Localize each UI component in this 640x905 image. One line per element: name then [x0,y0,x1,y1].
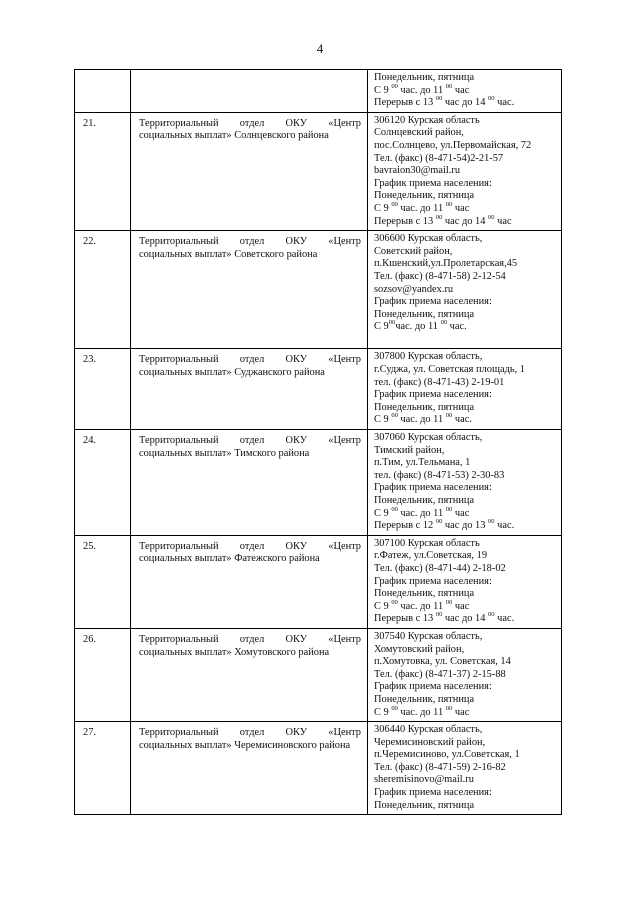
organization-cell: Территориальный отдел ОКУ «Центр социальных выплат» Суджанского района [131,349,368,430]
address-line: С 9 $^{00}$ час. до 11 $^{00}$ час [374,82,470,96]
address-line: п.Кшенский,ул.Пролетарская,45 [374,258,518,270]
address-line: Перерыв с 13 $^{00}$ час до 14 $^{00}$ час. [374,611,515,625]
address-line: Понедельник, пятница [374,308,475,320]
address-line: Перерыв с 13 $^{00}$ час до 14 $^{00}$ час [374,213,512,227]
address-line: 307800 Курская область, [374,351,483,363]
address-line: С $9^{00}час$. до 11 $^{00}$ час. [374,319,467,333]
address-cell [368,628,562,721]
row-number-cell: 23. [75,349,131,430]
row-number-cell: 27. [75,722,131,815]
address-line: Понедельник, пятница [374,72,475,83]
address-line: Тел. (факс) (8-471-59) 2-16-82 [374,761,506,773]
address-line [374,334,559,347]
address-line: 306440 Курская область, [374,724,483,736]
address-line: Понедельник, пятница [374,799,475,811]
address-line: Тел. (факс) (8-471-54)2-21-57 [374,152,504,164]
address-line: График приема населения: [374,482,492,494]
address-line: Перерыв с 12 $^{00}$ час до 13 $^{00}$ час. [374,518,515,532]
address-line: Тел. (факс) (8-471-58) 2-12-54 [374,270,506,282]
table-row [75,535,562,628]
row-number-cell: 22. [75,231,131,349]
address-line: С 9 $^{00}$ час. до 11 $^{00}$ час [374,505,470,519]
address-line: 306120 Курская область [374,114,480,126]
organization-cell: Территориальный отдел ОКУ «Центр социальных выплат» Советского района [131,231,368,349]
address-cell [368,430,562,536]
address-line: пос.Солнцево, ул.Первомайская, 72 [374,139,532,151]
address-line: 307100 Курская область [374,537,480,549]
address-line: тел. (факс) (8-471-43) 2-19-01 [374,376,505,388]
organization-cell: Территориальный отдел ОКУ «Центр социальных выплат» Тимского района [131,430,368,536]
address-line: График приема населения: [374,681,492,693]
address-line: 306600 Курская область, [374,233,483,245]
address-line: sheremisinovo@mail.ru [374,774,474,786]
table-row [75,349,562,430]
address-line: Понедельник, пятница [374,190,475,202]
row-number-cell: 25. [75,535,131,628]
table-row [75,231,562,349]
address-line: График приема населения: [374,177,492,189]
organization-cell: Территориальный отдел ОКУ «Центр социальных выплат» Хомутовского района [131,628,368,721]
address-line: Хомутовский район, [374,643,465,655]
address-line: Перерыв с 13 $^{00}$ час до 14 $^{00}$ час. [374,95,515,109]
table-row [75,628,562,721]
address-line: График приема населения: [374,575,492,587]
organization-cell [131,70,368,113]
table-row [75,112,562,230]
address-line: С 9 $^{00}$ час. до 11 $^{00}$ час [374,704,470,718]
address-line: Тел. (факс) (8-471-37) 2-15-88 [374,668,506,680]
row-number-cell: 26. [75,628,131,721]
table-row [75,722,562,815]
address-cell [368,722,562,815]
offices-table-body [75,70,562,815]
address-line: 307060 Курская область, [374,432,483,444]
address-cell [368,535,562,628]
address-line: п.Тим, ул.Тельмана, 1 [374,457,471,469]
address-line: тел. (факс) (8-471-53) 2-30-83 [374,469,505,481]
address-cell [368,231,562,349]
organization-cell: Территориальный отдел ОКУ «Центр социальных выплат» Фатежского района [131,535,368,628]
address-cell [368,112,562,230]
address-line: п.Хомутовка, ул. Советская, 14 [374,656,511,668]
address-line: Черемисиновский район, [374,736,486,748]
row-number-cell: 24. [75,430,131,536]
address-line: График приема населения: [374,389,492,401]
address-line: sozsov@yandex.ru [374,283,454,295]
page-number: 4 [316,41,324,56]
address-line: С 9 $^{00}$ час. до 11 $^{00}$ час. [374,412,472,426]
address-cell [368,70,562,113]
address-line: bavraion30@mail.ru [374,165,461,177]
address-line: Тел. (факс) (8-471-44) 2-18-02 [374,562,506,574]
address-line: Понедельник, пятница [374,495,475,506]
organization-cell: Территориальный отдел ОКУ «Центр социальных выплат» Черемисиновского района [131,722,368,815]
address-line: График приема населения: [374,296,492,308]
address-line: Понедельник, пятница [374,588,475,600]
offices-table [74,69,562,815]
address-line: 307540 Курская область, [374,630,483,642]
address-line: С 9 $^{00}$ час. до 11 $^{00}$ час [374,200,470,214]
address-line: г.Фатеж, ул.Советская, 19 [374,550,488,562]
table-row [75,430,562,536]
address-line: Тимский район, [374,444,445,456]
address-line: Солнцевский район, [374,127,464,139]
address-cell [368,349,562,430]
address-line: С 9 $^{00}$ час. до 11 $^{00}$ час [374,598,470,612]
address-line: График приема населения: [374,787,492,799]
address-line: Советский район, [374,245,453,257]
row-number-cell [75,70,131,113]
address-line: Понедельник, пятница [374,401,475,413]
address-line: п.Черемисиново, ул.Советская, 1 [374,749,520,761]
address-line: Понедельник, пятница [374,693,475,705]
organization-cell: Территориальный отдел ОКУ «Центр социальных выплат» Солнцевского района [131,112,368,230]
row-number-cell: 21. [75,112,131,230]
address-line: г.Суджа, ул. Советская площадь, 1 [374,364,526,376]
table-row-continuation [75,70,562,113]
